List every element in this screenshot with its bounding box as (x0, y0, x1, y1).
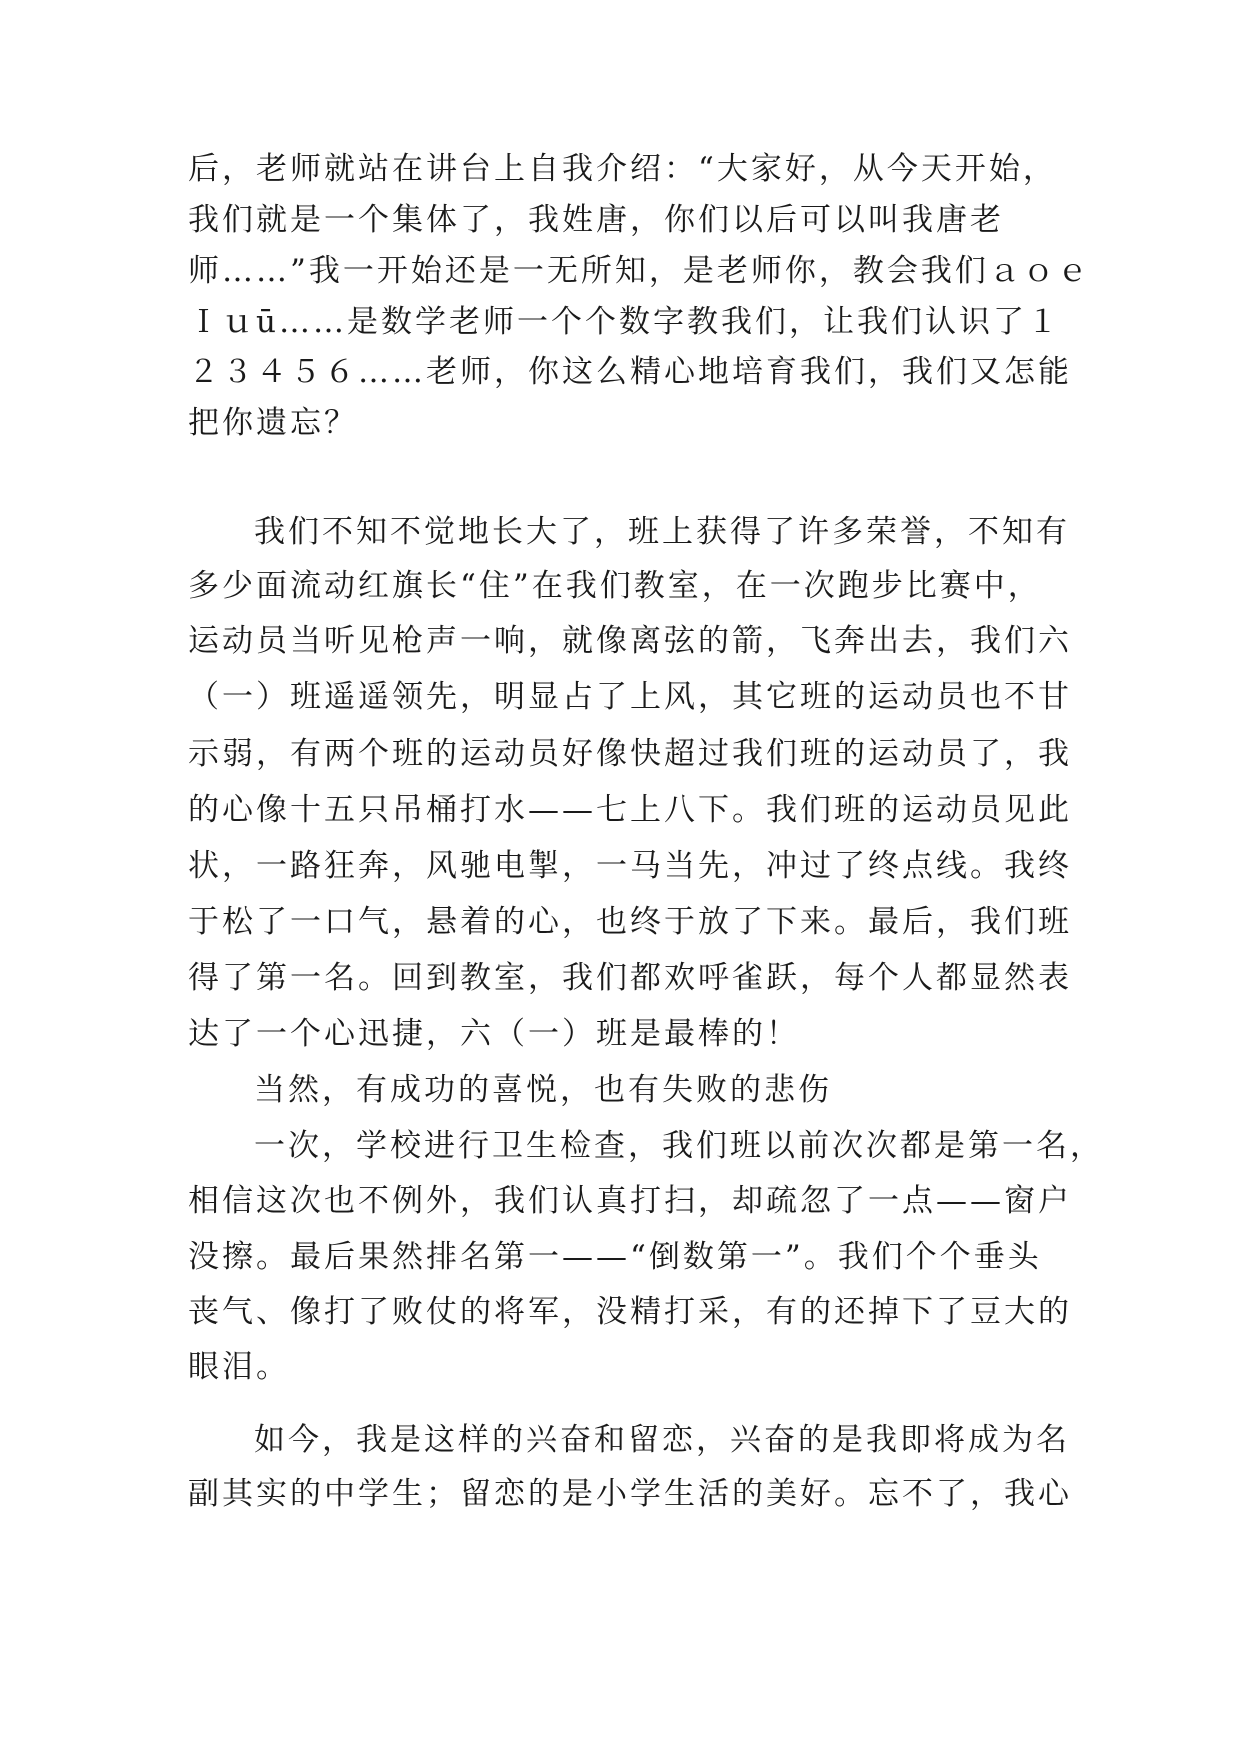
text-line: 状，一路狂奔，风驰电掣，一马当先，冲过了终点线。我终 (188, 848, 1072, 884)
text-line: （一）班遥遥领先，明显占了上风，其它班的运动员也不甘 (188, 679, 1072, 715)
paragraph-first-line: 当然，有成功的喜悦，也有失败的悲伤 (254, 1072, 832, 1108)
text-line: 相信这次也不例外，我们认真打扫，却疏忽了一点——窗户 (188, 1183, 1072, 1219)
paragraph-first-line: 一次，学校进行卫生检查，我们班以前次次都是第一名， (254, 1128, 1104, 1164)
text-line: Ｉｕū……是数学老师一个个数字教我们，让我们认识了１ (188, 304, 1061, 340)
text-line: 运动员当听见枪声一响，就像离弦的箭，飞奔出去，我们六 (188, 623, 1072, 659)
text-line: ２３４５６……老师，你这么精心地培育我们，我们又怎能 (188, 354, 1072, 390)
text-line: 丧气、像打了败仗的将军，没精打采，有的还掉下了豆大的 (188, 1294, 1072, 1330)
paragraph-first-line: 如今，我是这样的兴奋和留恋，兴奋的是我即将成为名 (254, 1422, 1070, 1458)
text-line: 多少面流动红旗长“住”在我们教室，在一次跑步比赛中， (188, 568, 1042, 604)
paragraph-first-line: 我们不知不觉地长大了，班上获得了许多荣誉，不知有 (254, 514, 1070, 550)
text-line: 眼泪。 (188, 1349, 290, 1385)
text-line: 我们就是一个集体了，我姓唐，你们以后可以叫我唐老 (188, 202, 1004, 238)
text-line: 师……”我一开始还是一无所知，是老师你，教会我们ａｏｅ (188, 253, 1091, 289)
text-line: 没擦。最后果然排名第一——“倒数第一”。我们个个垂头 (188, 1239, 1042, 1275)
text-line: 示弱，有两个班的运动员好像快超过我们班的运动员了，我 (188, 736, 1072, 772)
text-line: 得了第一名。回到教室，我们都欢呼雀跃，每个人都显然表 (188, 960, 1072, 996)
text-line: 于松了一口气，悬着的心，也终于放了下来。最后，我们班 (188, 904, 1072, 940)
text-line: 把你遗忘？ (188, 405, 358, 441)
text-line: 达了一个心迅捷，六（一）班是最棒的！ (188, 1016, 800, 1052)
text-line: 副其实的中学生；留恋的是小学生活的美好。忘不了，我心 (188, 1476, 1072, 1512)
text-line: 的心像十五只吊桶打水——七上八下。我们班的运动员见此 (188, 792, 1072, 828)
text-line: 后，老师就站在讲台上自我介绍：“大家好，从今天开始， (188, 151, 1057, 187)
